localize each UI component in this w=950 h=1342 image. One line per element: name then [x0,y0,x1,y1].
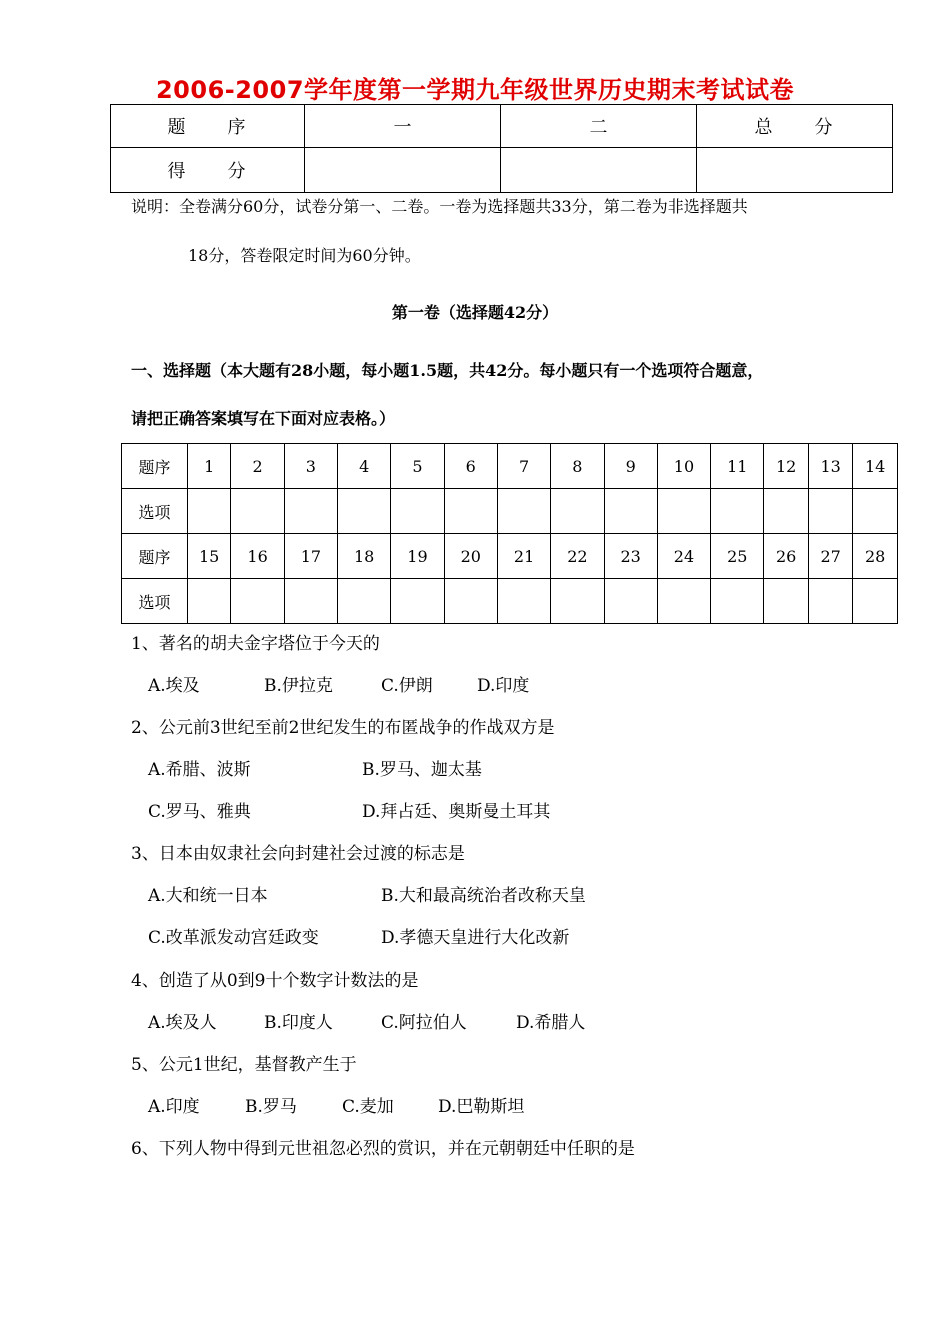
score-cell[interactable] [305,148,501,193]
question-option[interactable]: C.麦加 [342,1097,394,1117]
question-option[interactable]: C.罗马、雅典 [148,802,251,822]
answer-cell[interactable] [808,579,852,624]
question-option[interactable]: C.改革派发动宫廷政变 [148,928,319,948]
question-number-cell: 8 [551,444,604,489]
answer-cell[interactable] [657,489,710,534]
question-stem: 2、公元前3世纪至前2世纪发生的布匿战争的作战双方是 [131,718,555,738]
question-number-cell: 13 [808,444,852,489]
answer-cell[interactable] [808,489,852,534]
question-number-cell: 6 [444,444,497,489]
section-title: 第一卷（选择题42分） [391,303,559,322]
question-option[interactable]: A.大和统一日本 [148,886,268,906]
question-number-cell: 23 [604,534,657,579]
score-header-cell: 二 [501,105,697,148]
question-number-cell: 9 [604,444,657,489]
question-number-cell: 3 [284,444,337,489]
answer-cell[interactable] [604,579,657,624]
score-cell[interactable] [697,148,893,193]
question-option[interactable]: B.印度人 [264,1013,333,1033]
question-option[interactable]: D.希腊人 [516,1013,586,1033]
row-label-option: 选项 [122,489,188,534]
question-stem: 1、著名的胡夫金字塔位于今天的 [131,634,380,654]
question-stem: 5、公元1世纪，基督教产生于 [131,1055,357,1075]
question-number-cell: 26 [764,534,808,579]
question-stem: 6、下列人物中得到元世祖忽必烈的赏识，并在元朝朝廷中任职的是 [131,1139,635,1159]
question-option[interactable]: C.伊朗 [381,676,433,696]
score-header-cell: 一 [305,105,501,148]
question-option[interactable]: A.印度 [148,1097,200,1117]
question-option[interactable]: D.拜占廷、奥斯曼土耳其 [362,802,551,822]
answer-cell[interactable] [231,489,284,534]
row-label-option: 选项 [122,579,188,624]
question-number-cell: 11 [711,444,764,489]
question-number-cell: 2 [231,444,284,489]
question-number-cell: 25 [711,534,764,579]
question-option[interactable]: A.埃及人 [148,1013,217,1033]
question-option[interactable]: D.孝德天皇进行大化改新 [381,928,570,948]
answer-cell[interactable] [338,579,391,624]
answer-cell[interactable] [657,579,710,624]
note-line-1: 说明：全卷满分60分，试卷分第一、二卷。一卷为选择题共33分，第二卷为非选择题共 [131,197,748,216]
row-label-number: 题序 [122,444,188,489]
answer-cell[interactable] [711,579,764,624]
score-table [110,104,893,193]
answer-cell[interactable] [391,489,444,534]
question-number-cell: 28 [853,534,898,579]
question-number-cell: 19 [391,534,444,579]
answer-cell[interactable] [284,489,337,534]
question-number-cell: 14 [853,444,898,489]
instruction-line-1: 一、选择题（本大题有28小题，每小题1.5题，共42分。每小题只有一个选项符合题意， [131,361,764,380]
question-number-cell: 7 [497,444,550,489]
question-number-cell: 18 [338,534,391,579]
answer-cell[interactable] [853,579,898,624]
question-option[interactable]: B.伊拉克 [264,676,333,696]
question-number-cell: 21 [497,534,550,579]
page-title: 2006-2007学年度第一学期九年级世界历史期末考试试卷 [155,76,795,104]
answer-cell[interactable] [764,579,808,624]
question-number-cell: 5 [391,444,444,489]
row-label-number: 题序 [122,534,188,579]
question-option[interactable]: B.大和最高统治者改称天皇 [381,886,586,906]
answer-cell[interactable] [391,579,444,624]
answer-table [121,443,898,624]
answer-cell[interactable] [551,489,604,534]
question-number-cell: 17 [284,534,337,579]
instruction-line-2: 请把正确答案填写在下面对应表格。） [131,409,396,428]
answer-cell[interactable] [338,489,391,534]
question-number-cell: 16 [231,534,284,579]
question-number-cell: 10 [657,444,710,489]
question-stem: 4、创造了从0到9十个数字计数法的是 [131,971,419,991]
question-number-cell: 27 [808,534,852,579]
score-row-label: 得 分 [111,148,305,193]
question-number-cell: 12 [764,444,808,489]
score-cell[interactable] [501,148,697,193]
answer-cell[interactable] [444,579,497,624]
question-number-cell: 22 [551,534,604,579]
score-header-cell: 题 序 [111,105,305,148]
question-option[interactable]: A.埃及 [148,676,200,696]
question-number-cell: 15 [187,534,231,579]
question-option[interactable]: D.印度 [477,676,530,696]
question-option[interactable]: B.罗马、迦太基 [362,760,482,780]
answer-cell[interactable] [187,489,231,534]
answer-cell[interactable] [551,579,604,624]
answer-cell[interactable] [187,579,231,624]
question-stem: 3、日本由奴隶社会向封建社会过渡的标志是 [131,844,465,864]
answer-cell[interactable] [497,579,550,624]
note-line-2: 18分，答卷限定时间为60分钟。 [188,246,421,265]
answer-cell[interactable] [853,489,898,534]
answer-cell[interactable] [604,489,657,534]
question-option[interactable]: D.巴勒斯坦 [438,1097,525,1117]
question-number-cell: 24 [657,534,710,579]
question-number-cell: 1 [187,444,231,489]
question-number-cell: 4 [338,444,391,489]
answer-cell[interactable] [497,489,550,534]
answer-cell[interactable] [711,489,764,534]
question-number-cell: 20 [444,534,497,579]
question-option[interactable]: A.希腊、波斯 [148,760,251,780]
question-option[interactable]: C.阿拉伯人 [381,1013,467,1033]
answer-cell[interactable] [444,489,497,534]
question-option[interactable]: B.罗马 [245,1097,297,1117]
score-header-cell: 总 分 [697,105,893,148]
answer-cell[interactable] [284,579,337,624]
answer-cell[interactable] [231,579,284,624]
answer-cell[interactable] [764,489,808,534]
